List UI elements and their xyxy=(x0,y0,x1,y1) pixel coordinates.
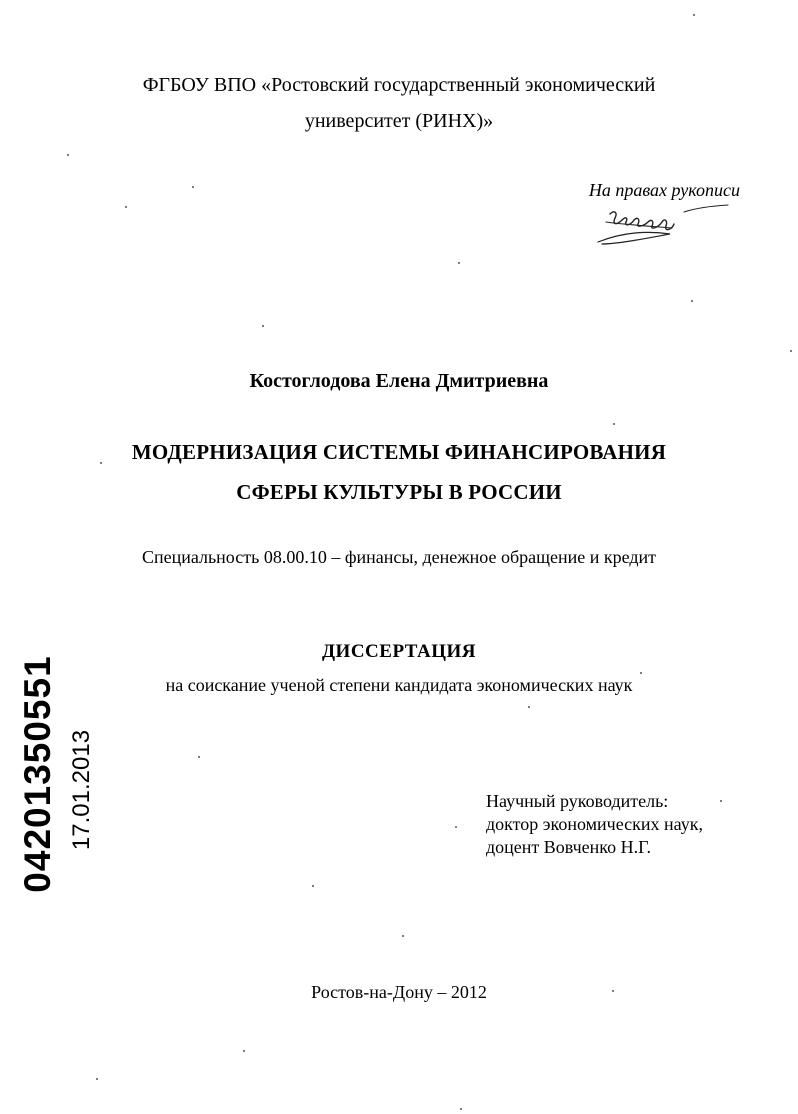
scan-speck xyxy=(458,262,460,264)
scan-speck xyxy=(67,154,69,156)
scan-speck xyxy=(640,672,642,674)
stamp-code: 04201350551 xyxy=(17,655,58,893)
degree-line: на соискание ученой степени кандидата экономических наук xyxy=(165,675,633,695)
scan-speck xyxy=(720,800,722,802)
scan-speck xyxy=(460,1108,462,1110)
scan-speck xyxy=(243,1050,245,1052)
title-line-2: СФЕРЫ КУЛЬТУРЫ В РОССИИ xyxy=(236,480,562,504)
scan-speck xyxy=(612,990,614,992)
title-line-1: МОДЕРНИЗАЦИЯ СИСТЕМЫ ФИНАНСИРОВАНИЯ xyxy=(131,440,667,464)
document-type: ДИССЕРТАЦИЯ xyxy=(321,641,477,662)
scan-speck xyxy=(528,706,530,708)
supervisor-name: доцент Вовченко Н.Г. xyxy=(486,837,651,857)
manuscript-note: На правах рукописи xyxy=(588,180,740,200)
scan-speck xyxy=(402,935,404,937)
stamp-date: 17.01.2013 xyxy=(68,729,95,851)
scan-speck xyxy=(613,423,615,425)
author-name: Костоглодова Елена Дмитриевна xyxy=(249,370,549,392)
city-year: Ростов-на-Дону – 2012 xyxy=(311,982,487,1002)
supervisor-block xyxy=(486,790,703,859)
scan-speck xyxy=(693,14,695,16)
specialty-line: Специальность 08.00.10 – финансы, денежное обращение и кредит xyxy=(141,547,657,567)
scan-speck xyxy=(198,756,200,758)
scan-speck xyxy=(691,300,693,302)
supervisor-label: Научный руководитель: xyxy=(486,791,669,811)
scan-speck xyxy=(790,350,792,352)
institution-line-2: университет (РИНХ)» xyxy=(304,110,494,132)
scan-speck xyxy=(100,462,102,464)
scan-speck xyxy=(192,186,194,188)
supervisor-degree: доктор экономических наук, xyxy=(486,814,703,834)
scan-speck xyxy=(125,206,127,208)
scan-speck xyxy=(312,885,314,887)
signature-mark xyxy=(588,200,733,252)
institution-line-1: ФГБОУ ВПО «Ростовский государственный экономический xyxy=(142,74,656,96)
scan-speck xyxy=(262,325,264,327)
scan-speck xyxy=(96,1078,98,1080)
scan-speck xyxy=(455,826,457,828)
